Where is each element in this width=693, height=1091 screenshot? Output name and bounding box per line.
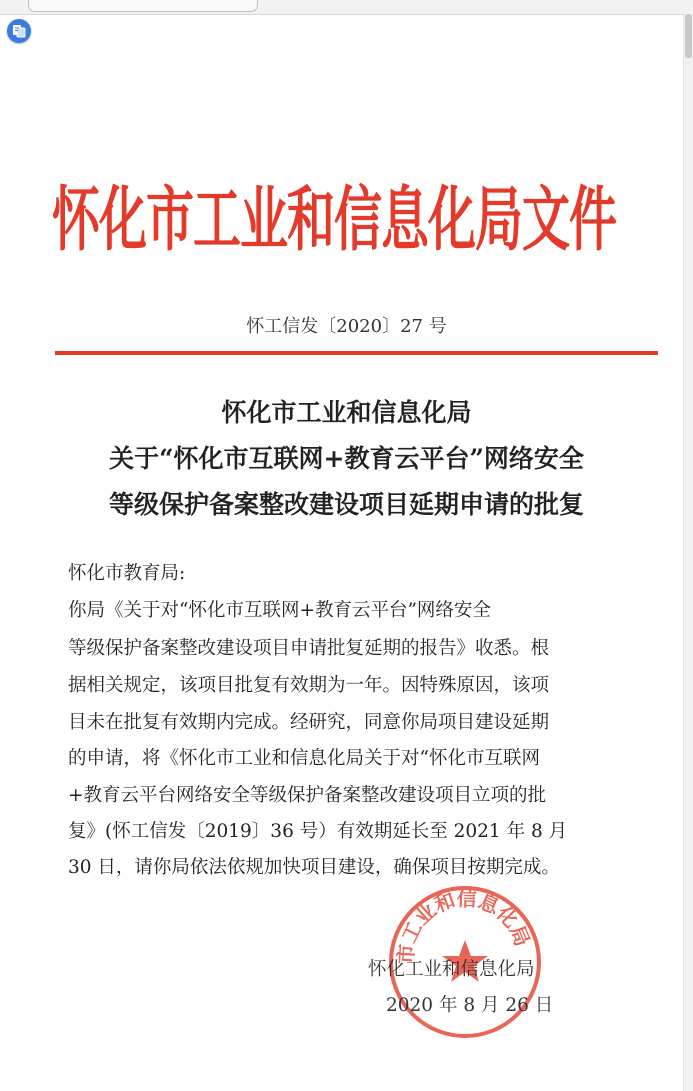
signature-organization: 怀化工业和信息化局 (368, 959, 535, 980)
red-divider-line (55, 351, 658, 355)
body-line: 等级保护备案整改建设项目申请批复延期的报告》收悉。根 (68, 638, 550, 659)
body-line: 复》(怀工信发〔2019〕36 号）有效期延长至 2021 年 8 月 (68, 821, 568, 842)
document-translate-icon-glyph (12, 24, 26, 38)
body-line: 目未在批复有效期内完成。经研究，同意你局项目建设延期 (68, 712, 550, 733)
viewer-top-bar (0, 0, 693, 15)
viewer-tab[interactable] (28, 0, 258, 12)
body-line: 的申请，将《怀化市工业和信息化局关于对“怀化市互联网 (68, 748, 540, 769)
title-line-3: 等级保护备案整改建设项目延期申请的批复 (108, 490, 584, 519)
salutation: 怀化市教育局: (68, 563, 186, 584)
signature-date: 2020 年 8 月 26 日 (386, 995, 554, 1016)
body-line: 你局《关于对“怀化市互联网+教育云平台”网络安全 (68, 600, 491, 621)
document-number: 怀工信发〔2020〕27 号 (246, 316, 447, 337)
body-line: +教育云平台网络安全等级保护备案整改建设项目立项的批 (68, 785, 547, 806)
document-header: 怀化市工业和信息化局文件 (52, 179, 617, 262)
scrollbar-track[interactable] (683, 14, 693, 1091)
document-translate-icon[interactable] (7, 19, 31, 43)
title-line-2: 关于“怀化市互联网+教育云平台”网络安全 (109, 444, 584, 473)
title-line-1: 怀化市工业和信息化局 (221, 398, 472, 427)
scrollbar-thumb[interactable] (685, 14, 692, 58)
seal-text: 市工业和信息化局 (393, 886, 535, 965)
body-line: 30 日，请你局依法依规加快项目建设，确保项目按期完成。 (68, 857, 560, 878)
body-line: 据相关规定，该项目批复有效期为一年。因特殊原因，该项 (68, 675, 550, 696)
